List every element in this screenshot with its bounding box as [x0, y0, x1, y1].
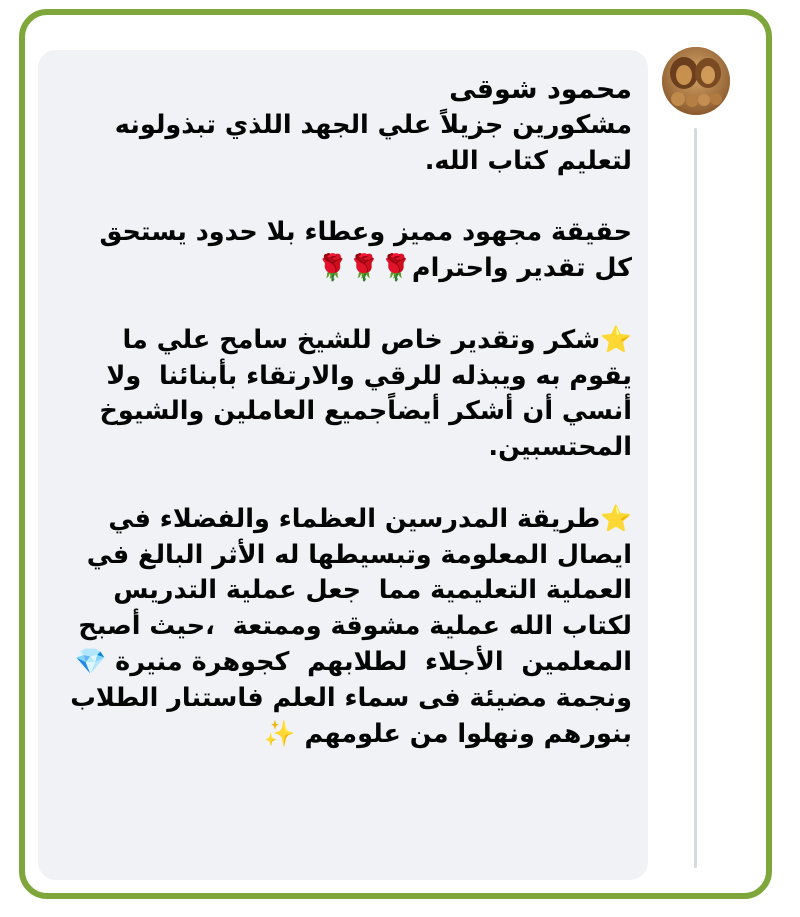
avatar[interactable] [662, 47, 730, 115]
comment-bubble[interactable] [38, 50, 648, 880]
comment-author[interactable]: محمود شوقى [449, 74, 632, 105]
comment-text: مشكورين جزيلاً علي الجهد اللذي تبذولونه لتعليم كتاب الله. حقيقة مجهود مميز وعطاء بلا حدود يستحق كل تقدير واحترام🌹🌹🌹 ⭐شكر وتقدير خاص للشيخ سامح علي ما يقوم به ويبذله للرقي والارتقاء بأبنائنا ولا أنسي أن أشكر أيضاًجميع العاملين والشيوخ المحتسبين. ⭐طريقة المدرسين العظماء والفضلاء في ايصال المعلومة وتبسيطها له الأثر البالغ في العملية التعليمية مما جعل عملية التدريس لكتاب الله عملية مشوقة وممتعة ،حيث أصبح المعلمين الأجلاء لطلابهم كجوهرة منيرة 💎ونجمة مضيئة فى سماء العلم فاستنار الطلاب بنورهم ونهلوا من علومهم ✨ [70, 110, 632, 749]
lion-family-photo-icon [662, 47, 730, 115]
thread-line [694, 128, 697, 868]
